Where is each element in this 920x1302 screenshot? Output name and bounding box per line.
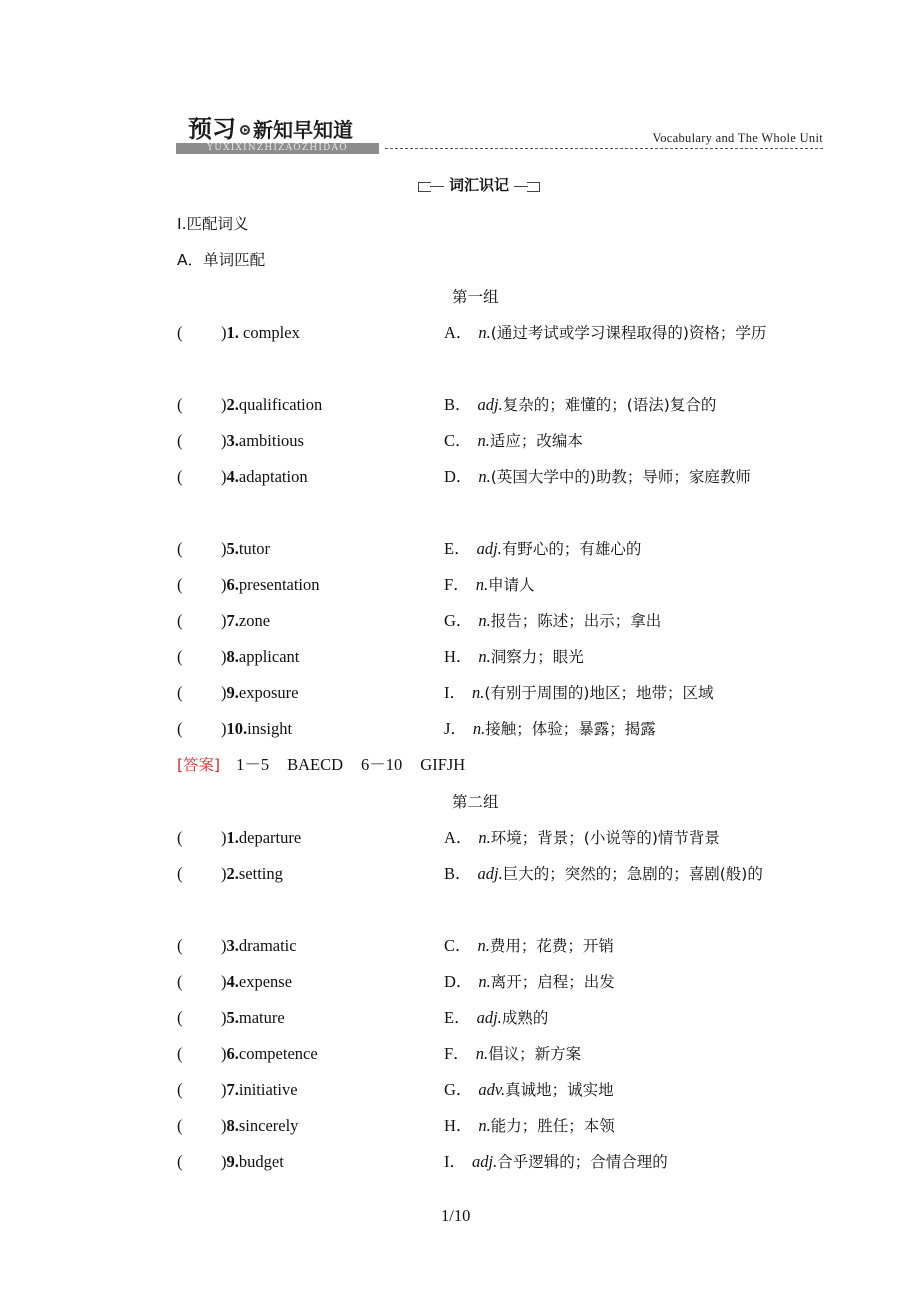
word-text: qualification bbox=[238, 395, 323, 414]
word-number: 8. bbox=[226, 647, 239, 666]
answer-blank[interactable]: ( bbox=[177, 467, 183, 486]
word-number: 3. bbox=[226, 431, 239, 450]
word-text: zone bbox=[238, 611, 271, 630]
word-number: 6. bbox=[226, 575, 239, 594]
answer-blank[interactable]: ( bbox=[177, 395, 183, 414]
badge-bracket-right bbox=[527, 182, 540, 192]
answer-blank[interactable]: ( bbox=[177, 431, 183, 450]
definition-row bbox=[444, 423, 774, 459]
definition-text: 有野心的；有雄心的 bbox=[501, 540, 642, 558]
word-row bbox=[177, 1008, 285, 1028]
definition-letter: D． bbox=[444, 972, 473, 991]
answer-blank[interactable]: ( bbox=[177, 1116, 183, 1135]
definition-letter: G． bbox=[444, 1080, 473, 1099]
answer-blank[interactable]: ( bbox=[177, 575, 183, 594]
definition-text: (有别于周围的)地区；地带；区域 bbox=[484, 684, 714, 702]
part-of-speech: adj. bbox=[476, 1008, 502, 1027]
word-row bbox=[177, 467, 308, 487]
pinyin-bar: YUXIXINZHIZAOZHIDAO bbox=[176, 143, 379, 154]
definition-row bbox=[444, 567, 774, 603]
paren-close: ) bbox=[221, 1044, 227, 1063]
definition-text: 报告；陈述；出示；拿出 bbox=[490, 612, 662, 630]
badge-line-left bbox=[430, 186, 444, 187]
word-number: 2. bbox=[226, 395, 239, 414]
answer-blank[interactable]: ( bbox=[177, 683, 183, 702]
definition-row bbox=[444, 1072, 774, 1108]
definition-row bbox=[444, 1108, 774, 1144]
part-of-speech: n. bbox=[478, 828, 491, 847]
definition-text: 巨大的；突然的；急剧的；喜剧(般)的 bbox=[502, 865, 763, 883]
answer-line bbox=[177, 755, 465, 775]
answer-range-2: 6－10 bbox=[361, 755, 403, 774]
definition-row bbox=[444, 820, 774, 856]
word-number: 9. bbox=[226, 1152, 239, 1171]
definition-letter: E． bbox=[444, 1008, 471, 1027]
paren-close: ) bbox=[221, 936, 227, 955]
badge-bracket-left bbox=[418, 182, 431, 192]
part-of-speech: n. bbox=[477, 936, 490, 955]
word-text: competence bbox=[238, 1044, 318, 1063]
definition-text: (通过考试或学习课程取得的)资格；学历 bbox=[490, 324, 767, 342]
part-of-speech: n. bbox=[475, 1044, 489, 1063]
header-divider bbox=[385, 148, 823, 149]
word-text: presentation bbox=[238, 575, 320, 594]
word-row bbox=[177, 972, 292, 992]
banner-title-main: 预习 bbox=[188, 115, 236, 143]
answer-blank[interactable]: ( bbox=[177, 972, 183, 991]
definition-letter: A． bbox=[444, 323, 473, 342]
word-text: initiative bbox=[238, 1080, 298, 1099]
part-of-speech: adj. bbox=[472, 1152, 498, 1171]
answer-blank[interactable]: ( bbox=[177, 864, 183, 883]
word-row bbox=[177, 1080, 298, 1100]
definition-row bbox=[444, 639, 774, 675]
definition-text: 费用；花费；开销 bbox=[489, 937, 614, 955]
paren-close: ) bbox=[221, 539, 227, 558]
subsection-heading: A．单词匹配 bbox=[177, 251, 266, 269]
part-of-speech: n. bbox=[478, 611, 491, 630]
part-of-speech: n. bbox=[472, 719, 486, 738]
definition-letter: B． bbox=[444, 864, 472, 883]
part-of-speech: n. bbox=[472, 683, 485, 702]
definition-letter: H． bbox=[444, 1116, 473, 1135]
paren-close: ) bbox=[221, 431, 227, 450]
word-number: 4. bbox=[226, 972, 239, 991]
word-row bbox=[177, 431, 304, 451]
section-badge-label: 词汇识记 bbox=[445, 176, 513, 196]
paren-close: ) bbox=[221, 575, 227, 594]
definition-row bbox=[444, 1144, 774, 1180]
word-row bbox=[177, 611, 270, 631]
definition-text: 真诚地；诚实地 bbox=[505, 1081, 614, 1099]
definition-text: 适应；改编本 bbox=[489, 432, 583, 450]
answer-blank[interactable]: ( bbox=[177, 539, 183, 558]
word-row bbox=[177, 1152, 284, 1172]
paren-close: ) bbox=[221, 611, 227, 630]
word-text: setting bbox=[238, 864, 283, 883]
part-of-speech: n. bbox=[478, 467, 491, 486]
part-of-speech: n. bbox=[477, 431, 490, 450]
answer-blank[interactable]: ( bbox=[177, 936, 183, 955]
definition-row bbox=[444, 459, 774, 495]
word-text: ambitious bbox=[238, 431, 304, 450]
definition-row bbox=[444, 964, 774, 1000]
paren-close: ) bbox=[221, 828, 227, 847]
definition-letter: C． bbox=[444, 431, 472, 450]
word-text: departure bbox=[238, 828, 302, 847]
definition-text: 合乎逻辑的；合情合理的 bbox=[497, 1153, 668, 1171]
definition-row bbox=[444, 1000, 774, 1036]
definition-row bbox=[444, 315, 774, 351]
answer-blank[interactable]: ( bbox=[177, 611, 183, 630]
word-row bbox=[177, 828, 301, 848]
definition-letter: F． bbox=[444, 1044, 470, 1063]
part-of-speech: n. bbox=[475, 575, 489, 594]
word-number: 8. bbox=[226, 1116, 239, 1135]
part-of-speech: adj. bbox=[477, 395, 503, 414]
definition-text: 环境；背景；(小说等的)情节背景 bbox=[490, 829, 720, 847]
word-text: applicant bbox=[238, 647, 300, 666]
definition-text: 倡议；新方案 bbox=[488, 1045, 582, 1063]
word-row bbox=[177, 936, 297, 956]
word-text: insight bbox=[247, 719, 293, 738]
paren-close: ) bbox=[221, 1008, 227, 1027]
word-text: budget bbox=[238, 1152, 284, 1171]
definition-row bbox=[444, 711, 774, 747]
definition-letter: I． bbox=[444, 1152, 466, 1171]
answer-tag: [答案] bbox=[177, 756, 221, 774]
word-text: adaptation bbox=[238, 467, 308, 486]
definition-row bbox=[444, 603, 774, 639]
group-title: 第一组 bbox=[452, 288, 499, 306]
paren-close: ) bbox=[221, 1116, 227, 1135]
definition-letter: F． bbox=[444, 575, 470, 594]
word-number: 2. bbox=[226, 864, 239, 883]
definition-row bbox=[444, 928, 774, 964]
answer-blank[interactable]: ( bbox=[177, 647, 183, 666]
definition-row bbox=[444, 1036, 774, 1072]
definition-row bbox=[444, 531, 774, 567]
definition-text: 申请人 bbox=[488, 576, 535, 594]
word-text: expense bbox=[238, 972, 293, 991]
word-row bbox=[177, 539, 270, 559]
answer-letters-1: BAECD bbox=[287, 755, 344, 774]
part-of-speech: adj. bbox=[477, 864, 503, 883]
word-text: mature bbox=[238, 1008, 285, 1027]
paren-close: ) bbox=[221, 683, 227, 702]
paren-close: ) bbox=[221, 1152, 227, 1171]
answer-blank[interactable]: ( bbox=[177, 1152, 183, 1171]
word-number: 9. bbox=[226, 683, 239, 702]
unit-label: Vocabulary and The Whole Unit bbox=[652, 131, 823, 145]
paren-close: ) bbox=[221, 323, 227, 342]
paren-close: ) bbox=[221, 864, 227, 883]
paren-close: ) bbox=[221, 395, 227, 414]
answer-blank[interactable]: ( bbox=[177, 828, 183, 847]
definition-text: 复杂的；难懂的；(语法)复合的 bbox=[502, 396, 717, 414]
word-row bbox=[177, 683, 298, 703]
word-number: 5. bbox=[226, 1008, 239, 1027]
paren-close: ) bbox=[221, 719, 227, 738]
answer-blank[interactable]: ( bbox=[177, 1008, 183, 1027]
badge-line-right bbox=[514, 186, 528, 187]
word-number: 7. bbox=[226, 611, 239, 630]
word-number: 10. bbox=[226, 719, 248, 738]
answer-blank[interactable]: ( bbox=[177, 1044, 183, 1063]
definition-letter: J． bbox=[444, 719, 467, 738]
word-text: complex bbox=[238, 323, 300, 342]
group-title: 第二组 bbox=[452, 793, 499, 811]
word-text: exposure bbox=[238, 683, 299, 702]
answer-blank[interactable]: ( bbox=[177, 1080, 183, 1099]
word-row bbox=[177, 719, 292, 739]
definition-text: 接触；体验；暴露；揭露 bbox=[485, 720, 656, 738]
definition-text: 成熟的 bbox=[501, 1009, 549, 1027]
word-text: tutor bbox=[238, 539, 271, 558]
definition-text: 能力；胜任；本领 bbox=[490, 1117, 615, 1135]
part-heading: Ⅰ.匹配词义 bbox=[177, 215, 249, 233]
word-row bbox=[177, 647, 299, 667]
definition-letter: D． bbox=[444, 467, 473, 486]
word-row bbox=[177, 323, 300, 343]
word-number: 1. bbox=[226, 828, 239, 847]
arrow-circle-icon bbox=[240, 125, 250, 135]
word-number: 5. bbox=[226, 539, 239, 558]
word-text: sincerely bbox=[238, 1116, 299, 1135]
definition-letter: G． bbox=[444, 611, 473, 630]
word-number: 4. bbox=[226, 467, 239, 486]
definition-letter: C． bbox=[444, 936, 472, 955]
paren-close: ) bbox=[221, 647, 227, 666]
definition-text: 离开；启程；出发 bbox=[490, 973, 615, 991]
word-number: 6. bbox=[226, 1044, 239, 1063]
part-of-speech: n. bbox=[478, 647, 491, 666]
word-text: dramatic bbox=[238, 936, 297, 955]
answer-blank[interactable]: ( bbox=[177, 323, 183, 342]
definition-row bbox=[444, 856, 774, 892]
paren-close: ) bbox=[221, 1080, 227, 1099]
definition-letter: E． bbox=[444, 539, 471, 558]
definition-row bbox=[444, 387, 774, 423]
word-row bbox=[177, 575, 320, 595]
word-row bbox=[177, 864, 283, 884]
banner-title bbox=[188, 116, 353, 144]
definition-letter: H． bbox=[444, 647, 473, 666]
word-number: 7. bbox=[226, 1080, 239, 1099]
paren-close: ) bbox=[221, 972, 227, 991]
definition-text: 洞察力；眼光 bbox=[490, 648, 584, 666]
word-number: 3. bbox=[226, 936, 239, 955]
part-of-speech: n. bbox=[478, 972, 491, 991]
definition-letter: I． bbox=[444, 683, 466, 702]
page-number: 1/10 bbox=[441, 1206, 471, 1225]
banner-title-sub: 新知早知道 bbox=[253, 118, 353, 142]
answer-range-1: 1－5 bbox=[236, 755, 270, 774]
answer-letters-2: GIFJH bbox=[420, 755, 466, 774]
word-number: 1. bbox=[226, 323, 239, 342]
word-row bbox=[177, 1044, 318, 1064]
answer-blank[interactable]: ( bbox=[177, 719, 183, 738]
definition-text: (英国大学中的)助教；导师；家庭教师 bbox=[490, 468, 751, 486]
definition-letter: B． bbox=[444, 395, 472, 414]
definition-letter: A． bbox=[444, 828, 473, 847]
word-row bbox=[177, 395, 322, 415]
part-of-speech: adv. bbox=[478, 1080, 506, 1099]
part-of-speech: n. bbox=[478, 1116, 491, 1135]
section-badge bbox=[418, 176, 540, 196]
word-row bbox=[177, 1116, 298, 1136]
part-of-speech: n. bbox=[478, 323, 491, 342]
paren-close: ) bbox=[221, 467, 227, 486]
part-of-speech: adj. bbox=[476, 539, 502, 558]
definition-row bbox=[444, 675, 774, 711]
